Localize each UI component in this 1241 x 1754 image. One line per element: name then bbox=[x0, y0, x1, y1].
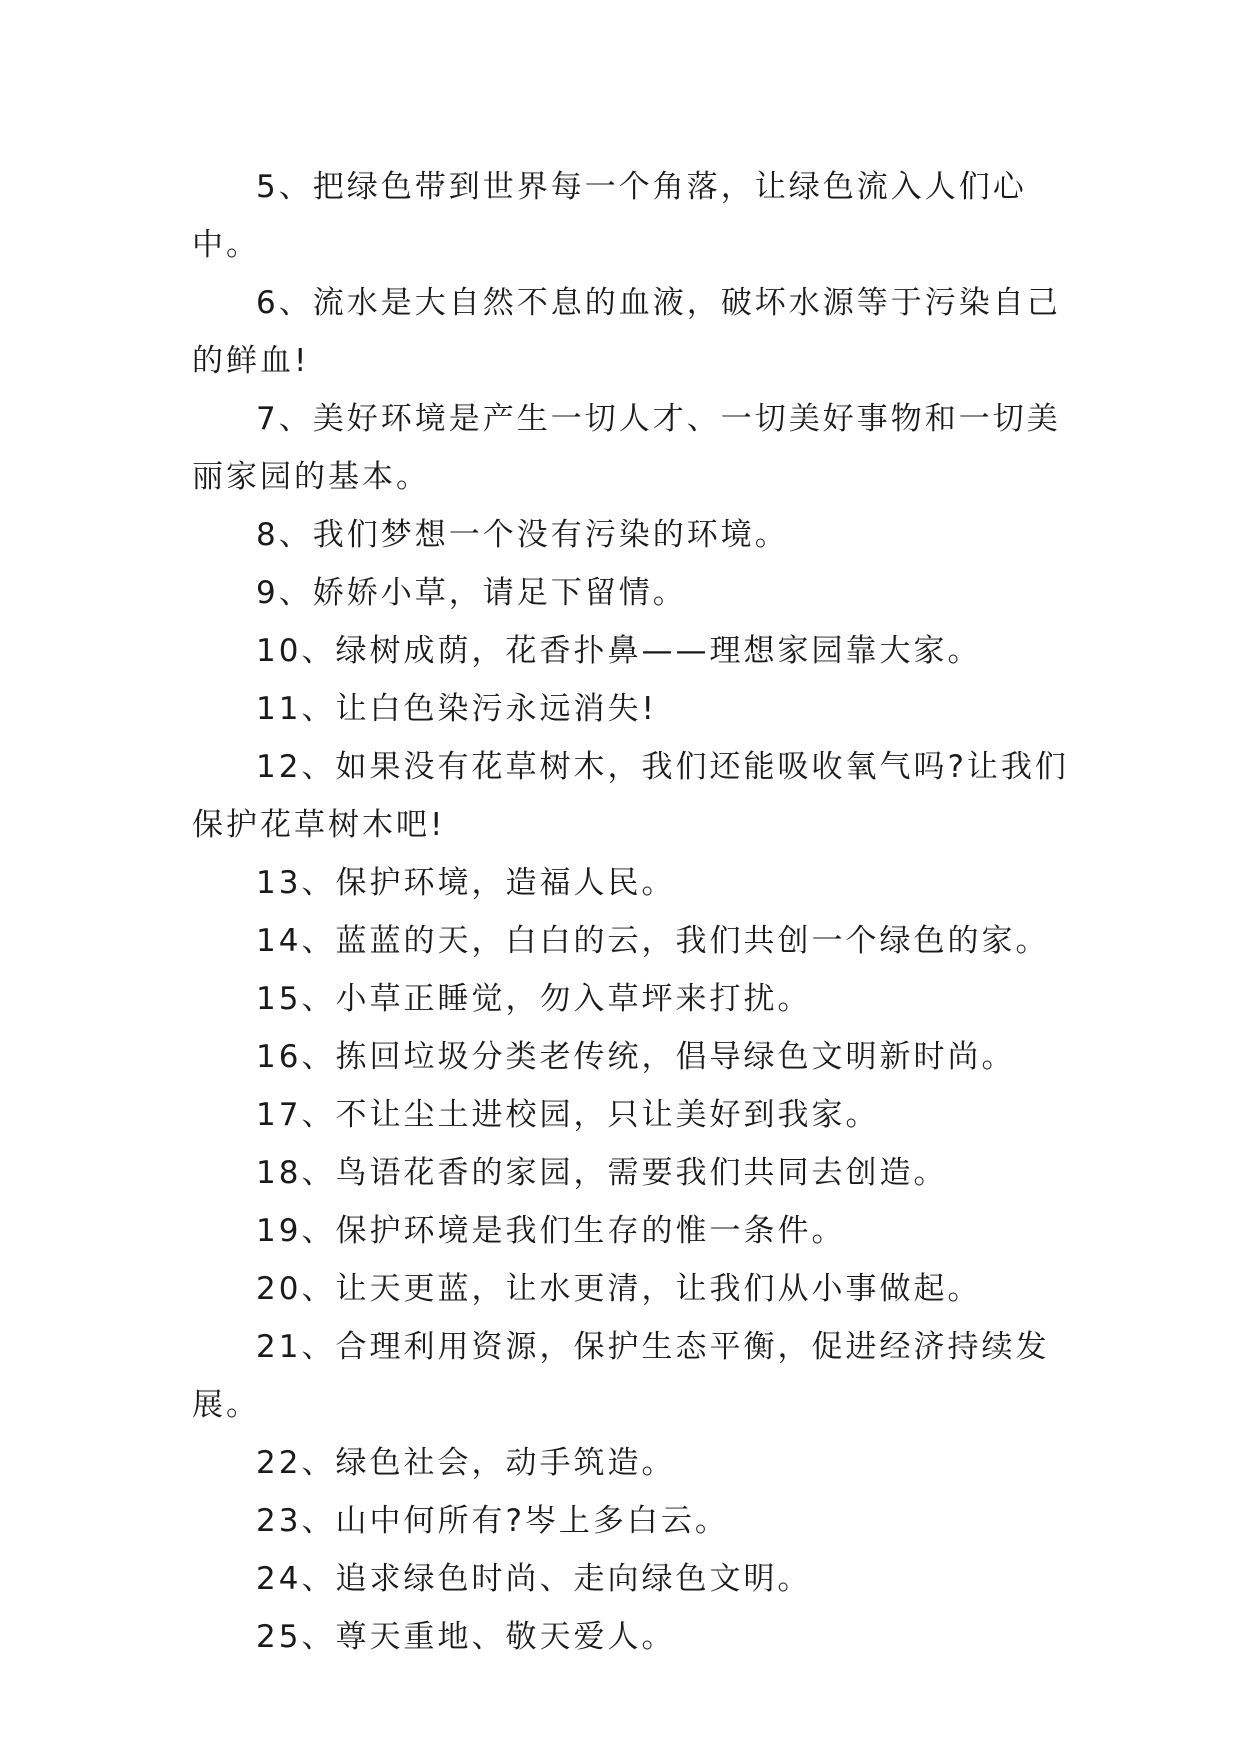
slogan-paragraph: 19、保护环境是我们生存的惟一条件。 bbox=[256, 1213, 846, 1249]
slogan-paragraph: 12、如果没有花草树木，我们还能吸收氧气吗?让我们保护花草树木吧! bbox=[192, 749, 1069, 843]
slogan-paragraph: 14、蓝蓝的天，白白的云，我们共创一个绿色的家。 bbox=[256, 923, 1050, 959]
slogan-paragraph: 7、美好环境是产生一切人才、一切美好事物和一切美丽家园的基本。 bbox=[192, 401, 1061, 495]
slogan-paragraph: 17、不让尘土进校园，只让美好到我家。 bbox=[256, 1097, 880, 1133]
slogan-paragraph: 10、绿树成荫，花香扑鼻——理想家园靠大家。 bbox=[256, 633, 982, 669]
slogan-paragraph: 22、绿色社会，动手筑造。 bbox=[256, 1445, 676, 1481]
slogan-paragraph: 24、追求绿色时尚、走向绿色文明。 bbox=[256, 1561, 812, 1597]
slogan-list bbox=[192, 158, 1072, 1666]
slogan-paragraph: 8、我们梦想一个没有污染的环境。 bbox=[256, 517, 789, 553]
slogan-paragraph: 15、小草正睡觉，勿入草坪来打扰。 bbox=[256, 981, 812, 1017]
slogan-paragraph: 18、鸟语花香的家园，需要我们共同去创造。 bbox=[256, 1155, 948, 1191]
slogan-paragraph: 21、合理利用资源，保护生态平衡，促进经济持续发展。 bbox=[192, 1329, 1050, 1423]
slogan-paragraph: 5、把绿色带到世界每一个角落，让绿色流入人们心中。 bbox=[192, 169, 1027, 263]
slogan-paragraph: 9、娇娇小草，请足下留情。 bbox=[256, 575, 687, 611]
slogan-paragraph: 16、拣回垃圾分类老传统，倡导绿色文明新时尚。 bbox=[256, 1039, 1016, 1075]
slogan-paragraph: 25、尊天重地、敬天爱人。 bbox=[256, 1619, 676, 1655]
slogan-paragraph: 20、让天更蓝，让水更清，让我们从小事做起。 bbox=[256, 1271, 982, 1307]
slogan-paragraph: 11、让白色染污永远消失! bbox=[256, 691, 657, 727]
slogan-paragraph: 6、流水是大自然不息的血液，破坏水源等于污染自己的鲜血! bbox=[192, 285, 1061, 379]
slogan-paragraph: 13、保护环境，造福人民。 bbox=[256, 865, 676, 901]
slogan-paragraph: 23、山中何所有?岑上多白云。 bbox=[256, 1503, 729, 1539]
